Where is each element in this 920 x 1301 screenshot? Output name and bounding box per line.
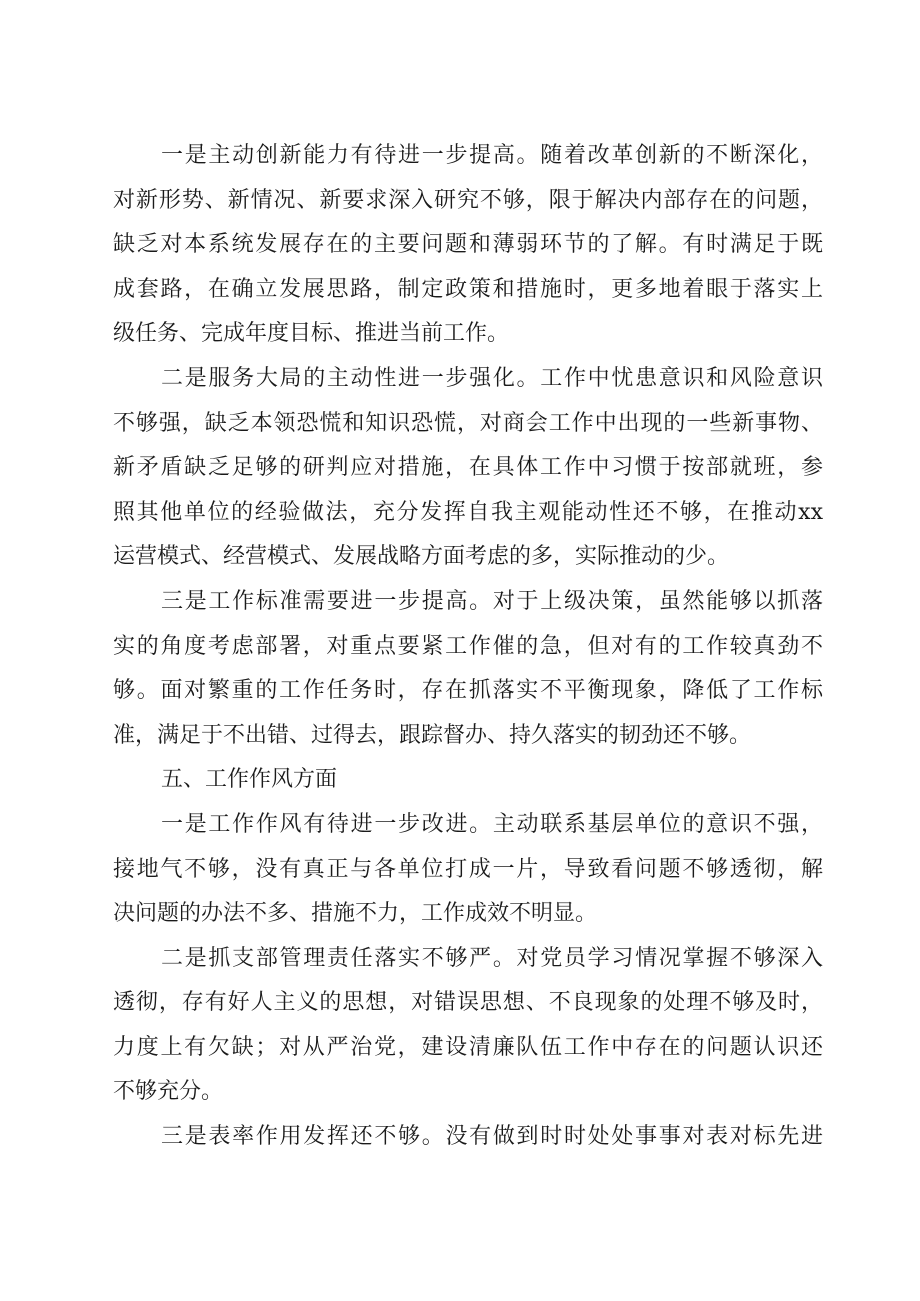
text-line: 一是主动创新能力有待进一步提高。随着改革创新的不断深化， [161, 143, 823, 168]
text-line: 接地气不够，没有真正与各单位打成一片，导致看问题不够透彻，解 [113, 856, 823, 882]
text-line: 力度上有欠缺；对从严治党，建设清廉队伍工作中存在的问题认识还 [113, 1034, 823, 1060]
text-line: 五、工作作风方面 [161, 767, 338, 793]
text-line: 一是工作作风有待进一步改进。主动联系基层单位的意识不强， [161, 811, 823, 837]
text-line: 成套路，在确立发展思路，制定政策和措施时，更多地着眼于落实上 [113, 276, 823, 302]
text-line: 决问题的办法不多、措施不力，工作成效不明显。 [113, 901, 598, 927]
text-line: 缺乏对本系统发展存在的主要问题和薄弱环节的了解。有时满足于既 [113, 232, 823, 258]
text-line: 三是工作标准需要进一步提高。对于上级决策，虽然能够以抓落 [161, 588, 823, 614]
text-line: 级任务、完成年度目标、推进当前工作。 [113, 321, 510, 347]
text-line: 二是抓支部管理责任落实不够严。对党员学习情况掌握不够深入 [161, 945, 823, 971]
text-line: 透彻，存有好人主义的思想，对错误思想、不良现象的处理不够及时， [113, 990, 823, 1016]
text-line: 够。面对繁重的工作任务时，存在抓落实不平衡现象，降低了工作标 [113, 678, 823, 704]
text-line: 不够强，缺乏本领恐慌和知识恐慌，对商会工作中出现的一些新事物、 [113, 410, 823, 436]
text-line: 实的角度考虑部署，对重点要紧工作催的急，但对有的工作较真劲不 [113, 633, 823, 659]
text-line: 对新形势、新情况、新要求深入研究不够，限于解决内部存在的问题， [113, 187, 823, 213]
text-line: 运营模式、经营模式、发展战略方面考虑的多，实际推动的少。 [113, 544, 730, 570]
text-line: 照其他单位的经验做法，充分发挥自我主观能动性还不够，在推动xx [113, 499, 823, 525]
text-line: 准，满足于不出错、过得去，跟踪督办、持久落实的韧劲还不够。 [113, 722, 752, 748]
text-line: 三是表率作用发挥还不够。没有做到时时处处事事对表对标先进 [161, 1124, 823, 1150]
document-body [113, 134, 823, 1160]
text-line: 新矛盾缺乏足够的研判应对措施，在具体工作中习惯于按部就班，参 [113, 455, 823, 481]
text-line: 不够充分。 [113, 1079, 224, 1105]
text-line: 二是服务大局的主动性进一步强化。工作中忧患意识和风险意识 [161, 365, 823, 391]
